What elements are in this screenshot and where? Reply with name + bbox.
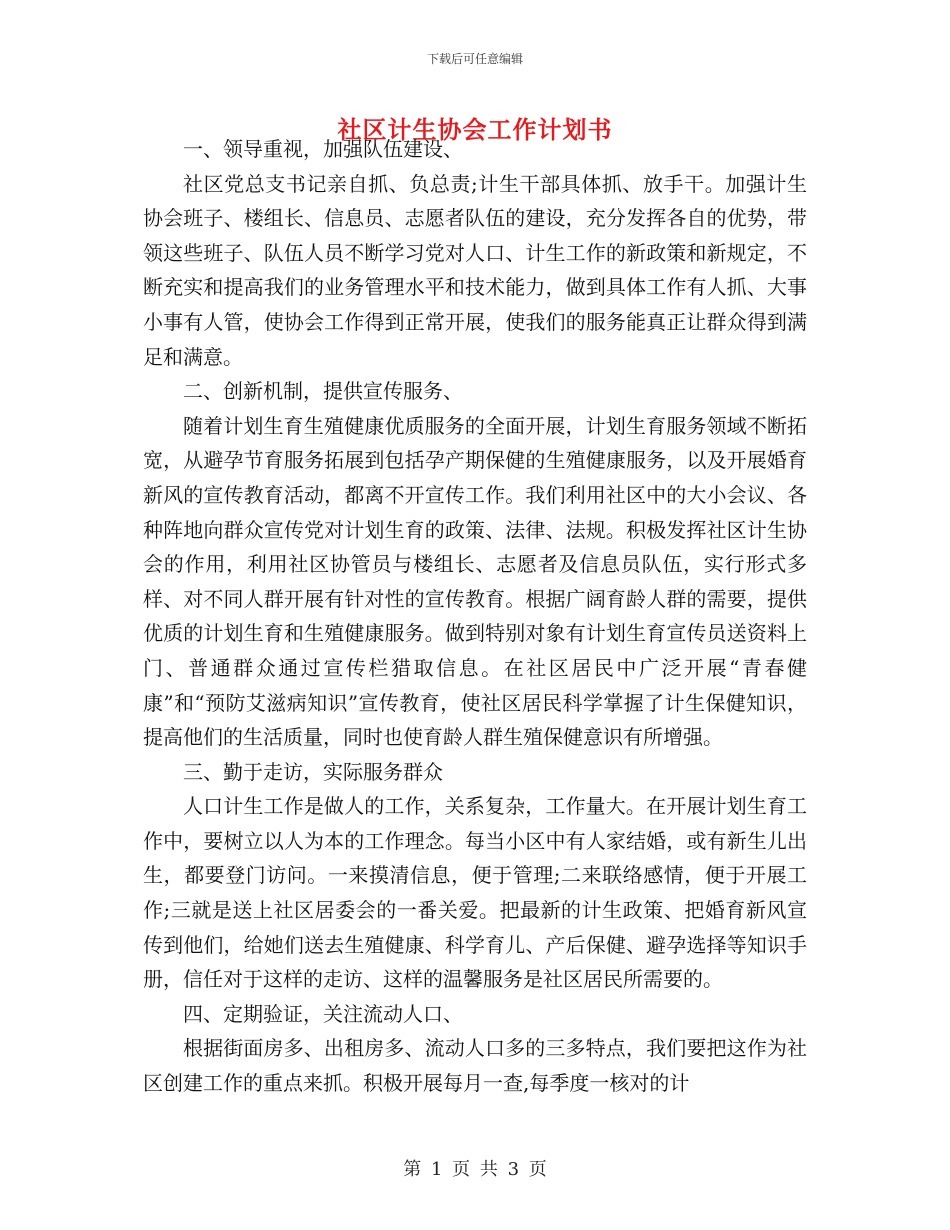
section-heading-4: 四、定期验证，关注流动人口、 (183, 1001, 463, 1026)
section-heading-3: 三、勤于走访，实际服务群众 (183, 759, 443, 784)
section-heading-1: 一、领导重视，加强队伍建设、 (183, 137, 463, 161)
header-note: 下载后可任意编辑 (426, 52, 523, 66)
page-number-footer: 第 1 页 共 3 页 (403, 1159, 547, 1180)
body-paragraph: 人口计生工作是做人的工作，关系复杂，工作量大。在开展计划生育工作中，要树立以人为本的工作理念。每当小区中有人家结婚，或有新生儿出生，都要登门访问。一来摸清信息，便于管理;二来联络感情，便于开展工作;三就是送上社区居委会的一番关爱。把最新的计生政策、把婚育新风宣传到他们，给她们送去生殖健康、科学育儿、产后保健、避孕选择等知识手册，信任对于这样的走访、这样的温馨服务是社区居民所需要的。 (143, 794, 807, 992)
document-body (143, 132, 807, 1101)
section-heading-2: 二、创新机制，提供宣传服务、 (183, 379, 463, 404)
body-paragraph: 根据街面房多、出租房多、流动人口多的三多特点，我们要把这作为社区创建工作的重点来抓。积极开展每月一查,每季度一核对的计 (143, 1036, 807, 1096)
body-paragraph: 社区党总支书记亲自抓、负总责;计生干部具体抓、放手干。加强计生协会班子、楼组长、信息员、志愿者队伍的建设，充分发挥各自的优势，带领这些班子、队伍人员不断学习党对人口、计生工作的新政策和新规定，不断充实和提高我们的业务管理水平和技术能力，做到具体工作有人抓、大事小事有人管，使协会工作得到正常开展，使我们的服务能真正让群众得到满足和满意。 (143, 171, 807, 369)
body-paragraph: 随着计划生育生殖健康优质服务的全面开展，计划生育服务领域不断拓宽，从避孕节育服务拓展到包括孕产期保健的生殖健康服务，以及开展婚育新风的宣传教育活动，都离不开宣传工作。我们利用社区中的大小会议、各种阵地向群众宣传党对计划生育的政策、法律、法规。积极发挥社区计生协会的作用，利用社区协管员与楼组长、志愿者及信息员队伍，实行形式多样、对不同人群开展有针对性的宣传教育。根据广阔育龄人群的需要，提供优质的计划生育和生殖健康服务。做到特别对象有计划生育宣传员送资料上门、普通群众通过宣传栏猎取信息。在社区居民中广泛开展“青春健康”和“预防艾滋病知识”宣传教育，使社区居民科学掌握了计生保健知识，提高他们的生活质量，同时也使育龄人群生殖保健意识有所增强。 (143, 413, 807, 750)
document-title: 社区计生协会工作计划书 (337, 115, 613, 144)
